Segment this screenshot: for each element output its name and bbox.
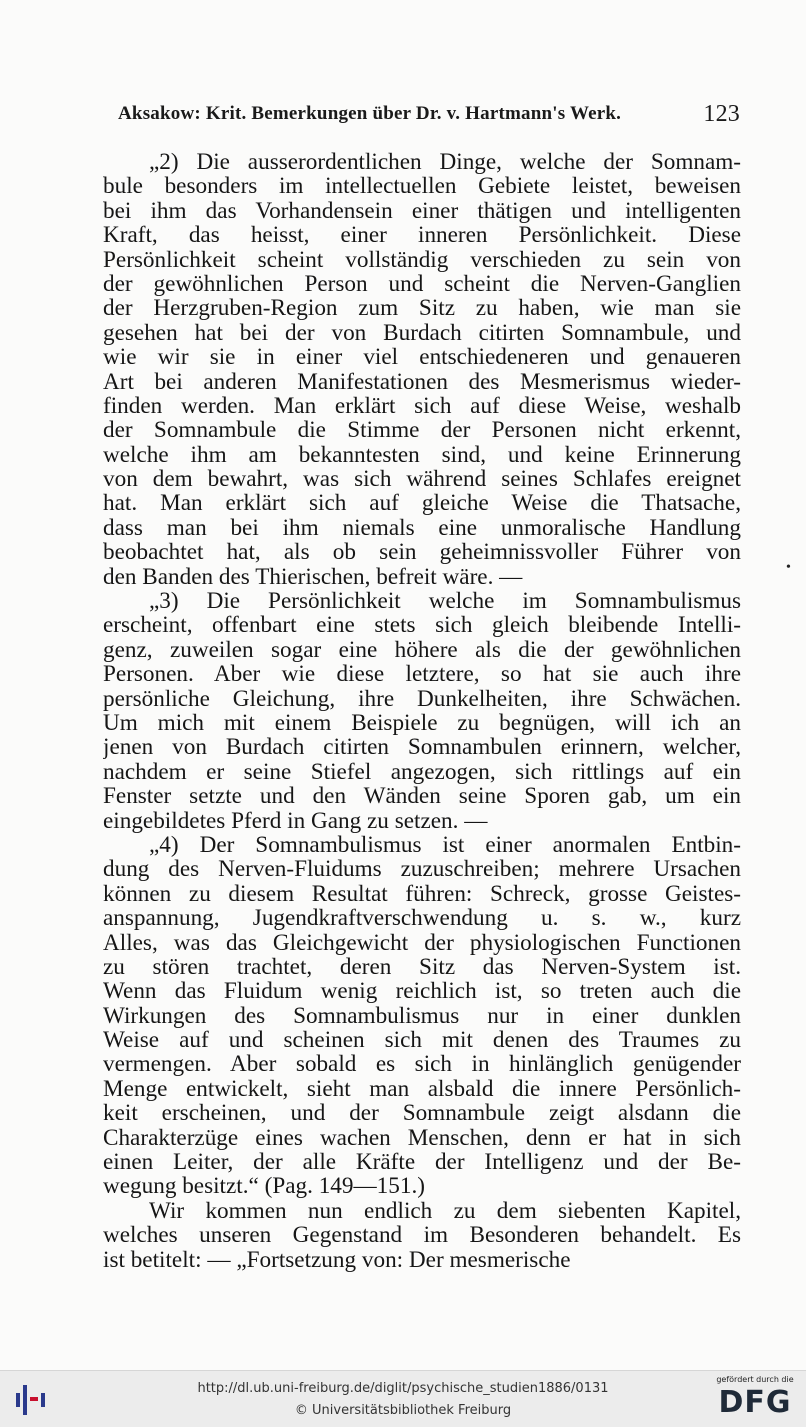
text-line: bei ihm das Vorhandensein einer thätigen und intelligenten [103, 198, 741, 224]
text-line: Wir kommen nun endlich zu dem siebenten Kapitel, [149, 1198, 741, 1224]
text-line: ist betitelt: — „Fortsetzung von: Der mesmerische [103, 1247, 571, 1272]
page-number: 123 [703, 101, 740, 127]
text-line: anspannung, Jugendkraftverschwendung u. s. w., kurz [103, 906, 741, 931]
text-line: können zu diesem Resultat führen: Schreck, grosse Geistes- [103, 881, 741, 907]
text-line: der gewöhnlichen Person und scheint die Nerven-Ganglien [103, 271, 741, 297]
text-line: Kraft, das heisst, einer inneren Persönlichkeit. Diese [103, 223, 741, 248]
text-line: erscheint, offenbart eine stets sich gleich bleibende Intelli- [103, 613, 741, 638]
text-line: vermengen. Aber sobald es sich in hinlänglich genügender [103, 1052, 741, 1077]
running-header-title: Aksakow: Krit. Bemerkungen über Dr. v. Hartmann's Werk. [118, 103, 622, 124]
dfg-logo [712, 1375, 798, 1423]
text-line: Um mich mit einem Beispiele zu begnügen, will ich an [103, 710, 741, 736]
text-line: wegung besitzt.“ (Pag. 149—151.) [103, 1174, 425, 1199]
text-line: wie wir sie in einer viel entschiedeneren und genaueren [103, 345, 741, 370]
text-line: genz, zuweilen sogar eine höhere als die der gewöhnlichen [103, 637, 741, 663]
document-url-link[interactable]: http://dl.ub.uni-freiburg.de/diglit/psychische_studien1886/0131 [197, 1381, 609, 1396]
copyright-notice: © Universitätsbibliothek Freiburg [294, 1403, 512, 1418]
text-line: zu stören trachtet, deren Sitz das Nerven-System ist. [103, 954, 741, 980]
text-line: Menge entwickelt, sieht man alsbald die innere Persönlich- [103, 1076, 741, 1102]
text-line: Weise auf und scheinen sich mit denen des Traumes zu [103, 1028, 741, 1053]
margin-mark: • [786, 560, 791, 575]
text-line: beobachtet hat, als ob sein geheimnissvoller Führer von [103, 540, 741, 565]
text-line: einen Leiter, der alle Kräfte der Intelligenz und der Be- [103, 1150, 741, 1175]
text-line: der Herzgruben-Region zum Sitz zu haben, wie man sie [103, 296, 741, 321]
text-line: Fenster setzte und den Wänden seine Sporen gab, um ein [103, 784, 741, 809]
running-header [118, 103, 740, 133]
text-line: Art bei anderen Manifestationen des Mesmerismus wieder- [103, 369, 741, 394]
text-line: Charakterzüge eines wachen Menschen, denn er hat in sich [103, 1125, 741, 1151]
text-line: jenen von Burdach citirten Somnambulen erinnern, welcher, [103, 735, 741, 760]
text-line: welche ihm am bekanntesten sind, und keine Erinnerung [103, 442, 741, 468]
text-line: den Banden des Thierischen, befreit wäre. — [103, 564, 523, 590]
text-line: bule besonders im intellectuellen Gebiete leistet, beweisen [103, 174, 741, 199]
text-line: nachdem er seine Stiefel angezogen, sich rittlings auf ein [103, 759, 741, 785]
text-line: Persönlichkeit scheint vollständig verschieden zu sein von [103, 247, 741, 272]
text-line: keit erscheinen, und der Somnambule zeigt alsdann die [103, 1101, 741, 1126]
text-line: welches unseren Gegenstand im Besonderen behandelt. Es [103, 1223, 741, 1248]
text-line: eingebildetes Pferd in Gang zu setzen. — [103, 808, 488, 833]
text-line: Alles, was das Gleichgewicht der physiologischen Functionen [103, 930, 741, 955]
text-line: von dem bewahrt, was sich während seines Schlafes ereignet [103, 467, 741, 492]
viewer-footer [0, 1370, 806, 1427]
text-line: Personen. Aber wie diese letztere, so hat sie auch ihre [103, 662, 741, 687]
text-line: der Somnambule die Stimme der Personen nicht erkennt, [103, 418, 741, 443]
text-line: Wenn das Fluidum wenig reichlich ist, so treten auch die [103, 979, 741, 1004]
text-line: hat. Man erklärt sich auf gleiche Weise die Thatsache, [103, 491, 741, 516]
body-text [103, 150, 741, 1272]
text-line: finden werden. Man erklärt sich auf diese Weise, weshalb [103, 393, 741, 419]
text-line: „4) Der Somnambulismus ist einer anormalen Entbin- [149, 832, 741, 858]
text-line: „3) Die Persönlichkeit welche im Somnambulismus [149, 589, 741, 614]
text-line: persönliche Gleichung, ihre Dunkelheiten, ihre Schwächen. [103, 686, 741, 711]
dfg-logo-icon: DFG [718, 1385, 792, 1420]
text-line: dung des Nerven-Fluidums zuzuschreiben; mehrere Ursachen [103, 857, 741, 882]
text-line: Wirkungen des Somnambulismus nur in einer dunklen [103, 1003, 741, 1029]
dfg-caption: gefördert durch die [716, 1375, 794, 1384]
text-line: „2) Die ausserordentlichen Dinge, welche der Somnam- [149, 150, 741, 175]
text-line: gesehen hat bei der von Burdach citirten Somnambule, und [103, 320, 741, 346]
text-line: dass man bei ihm niemals eine unmoralische Handlung [103, 515, 741, 541]
